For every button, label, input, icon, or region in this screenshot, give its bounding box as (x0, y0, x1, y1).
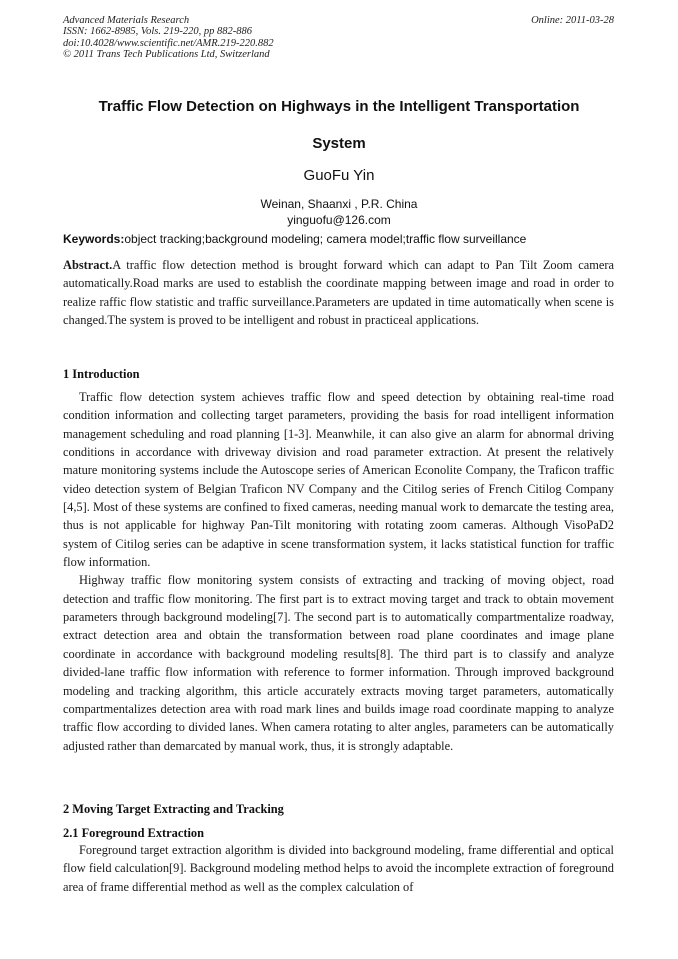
paragraph: Traffic flow detection system achieves traffic flow and speed detection by obtaining real-time road condition information and collecting target parameters, providing the basis for road intelligent information management scheduling and road planning [1-3]. Meanwhile, it can also give an alarm for abnormal driving conditions in accordance with driveway division and road parameter extraction. At present the relatively mature monitoring systems include the Autoscope series of American Econolite Company, the Traficon traffic video detection system of Belgian Traficon NV Company and the Citilog series of French Citilog Company [4,5]. Most of these systems are confined to fixed cameras, needing manual work to demarcate the testing area, thus is not applicable for highway Pan-Tilt monitoring with rotating zoom cameras. Although VisoPaD2 system of Citilog series can be adaptive in scene transformation system, it lacks statistical function for traffic flow information. (63, 390, 614, 570)
author-affiliation (63, 196, 615, 228)
section-1-heading: 1 Introduction (63, 367, 140, 381)
journal-header (63, 15, 483, 61)
section-1-body (63, 388, 614, 755)
title-line-1: Traffic Flow Detection on Highways in the Intelligent Transportation (98, 98, 580, 115)
copyright-line: © 2011 Trans Tech Publications Ltd, Switzerland (63, 49, 270, 61)
abstract-label: Abstract. (63, 258, 113, 272)
title-line-2: System (312, 135, 366, 152)
paragraph: Highway traffic flow monitoring system consists of extracting and tracking of moving object, road detection and traffic flow monitoring. The first part is to extract moving target and track to obtain movement parameters through background modeling[7]. The second part is to automatically compartmentalize roadway, extract detection area and obtain the transformation between road plane coordinates and image plane coordinate in accordance with background modeling results[8]. The third part is to classify and analyze divided-lane traffic flow information with reference to former information. Through improved background modeling and tracking algorithm, this article accurately extracts moving target parameters, automatically compartmentalizes detection area with road mark lines and builds image road coordinate mapping to analyze traffic flow according to divided lanes. When camera rotating to alter angles, parameters can be automatically adjusted rather than demarcated by manual work, thus, it is strongly adaptable. (63, 573, 614, 753)
abstract-text: A traffic flow detection method is brought forward which can adapt to Pan Tilt Zoom camera automatically.Road marks are used to establish the coordinate mapping between image and road in order to realize raffic flow statistic and traffic surveillance.Parameters are updated in time automatically when scene is changed.The system is proved to be intelligent and robust in practiceal applications. (63, 258, 614, 328)
paper-title (63, 88, 615, 162)
author-location: Weinan, Shaanxi , P.R. China (260, 197, 418, 211)
section-2-heading: 2 Moving Target Extracting and Tracking (63, 802, 284, 816)
journal-name: Advanced Materials Research (63, 15, 190, 26)
abstract (63, 256, 614, 329)
doi-line: doi:10.4028/www.scientific.net/AMR.219-220.882 (63, 37, 274, 49)
issn-line: ISSN: 1662-8985, Vols. 219-220, pp 882-886 (63, 26, 252, 38)
keywords-text: object tracking;background modeling; camera model;traffic flow surveillance (124, 232, 527, 246)
keywords (63, 231, 623, 247)
section-2-body (63, 841, 614, 896)
paragraph: Foreground target extraction algorithm is divided into background modeling, frame differential and optical flow field calculation[9]. Background modeling method helps to avoid the incomplete extraction of foreground area of frame differential method as well as the complex calculation of (63, 843, 614, 894)
online-date: Online: 2011-03-28 (531, 15, 614, 26)
keywords-label: Keywords: (63, 232, 125, 246)
author-name: GuoFu Yin (303, 167, 375, 184)
subsection-2-1-heading: 2.1 Foreground Extraction (63, 826, 204, 840)
author-email: yinguofu@126.com (287, 213, 391, 227)
